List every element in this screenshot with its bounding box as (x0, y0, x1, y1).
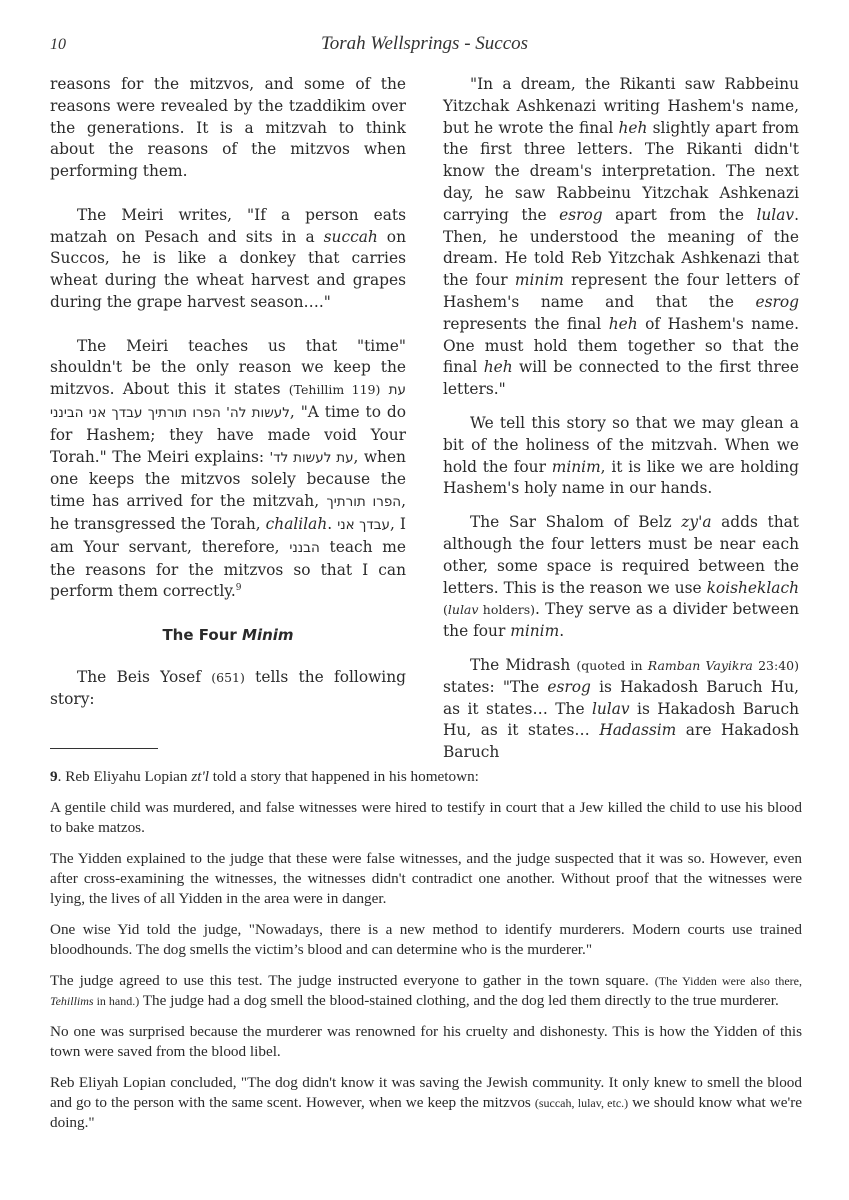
text: holders) (478, 602, 536, 618)
italic-term: heh (618, 118, 648, 137)
italic-term: esrog (755, 292, 799, 311)
italic-term: esrog (559, 205, 603, 224)
text: The Sar Shalom of Belz (470, 513, 682, 532)
text: We tell this story so that we may glean a bit of the holiness of the mitzvah. When we hold the four (443, 413, 799, 476)
text: adds that although the four letters must be near each other, some space is required between the letters. This is the reason we use (443, 513, 799, 597)
text: is Hakadosh Baruch Hu, as it states… (443, 699, 799, 740)
source-citation-italic: Ramban Vayikra (647, 657, 753, 673)
text: "In a dream, the Rikanti saw Rabbeinu Yitzchak Ashkenazi writing Hashem's name, but he wrote the final (443, 75, 799, 137)
text: . (327, 514, 338, 533)
aside-text: (succah, lulav, etc.) (534, 1096, 629, 1110)
footnote-number: 9 (50, 768, 58, 785)
paragraph (443, 655, 799, 764)
paragraph (443, 74, 799, 401)
text: , "A time to do for Hashem; they have made void Your Torah." The Meiri explains: (50, 402, 406, 466)
text: represent the four letters of Hashem's name and that the (443, 271, 799, 311)
italic-term: esrog (547, 677, 591, 696)
running-head: Torah Wellsprings - Succos (320, 33, 529, 54)
text: teach me the reasons for the mitzvos so that I can perform them correctly. (50, 537, 406, 601)
text: are Hakadosh Baruch (443, 721, 799, 762)
hebrew-quote: עבדך אני (337, 516, 390, 533)
text: The Meiri teaches us that "time" shouldn't be the only reason we keep the mitzvos. About this it states (50, 336, 406, 399)
hebrew-quote: עת לעשות לה' הפרו תורתיך עבדך אני הבינני (50, 382, 406, 421)
footnote-paragraph (50, 971, 802, 1011)
italic-term: zy'a (681, 513, 712, 532)
italic-term: minim (551, 457, 601, 476)
footnote-reference[interactable]: 9 (235, 583, 242, 594)
source-citation: (quoted in (576, 657, 648, 673)
text: , when one keeps the mitzvos solely because the time has arrived for the mitzvah, (50, 447, 406, 511)
text: Reb Eliyah Lopian concluded, "The dog didn't know it was saving the Jewish community. It only knew to smell the blood and go to the person with the same scent. However, when we keep the mitzvos (50, 1074, 802, 1111)
text: The Midrash (470, 655, 577, 674)
italic-term: minim (514, 271, 564, 290)
text: The judge agreed to use this test. The judge instructed everyone to gather in the town square. (50, 972, 655, 989)
footnote-paragraph: One wise Yid told the judge, "Nowadays, there is a new method to identify murderers. Modern courts use trained bloodhounds. The dog smells the victim’s blood and can determine who is the murderer." (50, 921, 802, 958)
heading-italic: Minim (242, 625, 294, 644)
text: states: "The (443, 677, 548, 696)
footnote-paragraph: A gentile child was murdered, and false witnesses were hired to testify in court that a Jew killed the child to use his blood to bake matzos. (50, 799, 802, 836)
text: told a story that happened in his hometown: (208, 768, 479, 785)
hebrew-quote: עת לעשות לד' (269, 449, 354, 466)
text: . They serve as a divider between the four (443, 600, 799, 641)
aside-text: (The Yidden were also there, (654, 974, 802, 988)
paragraph (50, 336, 406, 604)
italic-term: lulav (756, 205, 795, 224)
footnote-paragraph: No one was surprised because the murderer was renowned for his cruelty and dishonesty. This is how the Yidden of this town were saved from the blood libel. (50, 1023, 802, 1060)
text: tells the following story: (50, 667, 406, 708)
text: . (559, 622, 565, 641)
italic-term: heh (608, 314, 638, 333)
footnotes (50, 767, 802, 1144)
italic-term: Tehillims (50, 994, 94, 1008)
source-citation: (651) (211, 669, 245, 685)
paragraph: reasons for the mitzvos, and some of the reasons were revealed by the tzaddikim over the generations. It is a mitzvah to think about the reasons of the mitzvos when performing them. (50, 75, 406, 181)
paragraph (50, 667, 406, 711)
text: slightly apart from the first three letters. The Rikanti didn't know the dream's interpretation. The next day, he saw Rabbeinu Yitzchak Ashkenazi carrying the (443, 118, 799, 224)
text: we should know what we're doing." (50, 1094, 802, 1131)
text: apart from the (602, 205, 757, 224)
text: on Succos, he is like a donkey that carries wheat during the wheat harvest and grapes during the grape harvest season…." (50, 227, 406, 311)
italic-term: lulav (591, 699, 630, 718)
footnote-paragraph (50, 1073, 802, 1133)
source-citation: 23:40) (752, 657, 799, 673)
source-citation: (Tehillim 119) (288, 382, 381, 398)
footnote-9 (50, 767, 802, 787)
text: . Then, he understood the meaning of the dream. He told Reb Yitzchak Ashkenazi that the four (443, 205, 800, 290)
italic-term: succah (323, 227, 378, 246)
footnote-separator (50, 748, 158, 749)
text: , it is like we are holding Hashem's holy name in our hands. (443, 457, 799, 498)
text: ( (443, 602, 448, 618)
paragraph (443, 512, 799, 643)
aside-text: in hand.) (93, 994, 140, 1008)
italic-term: lulav (447, 602, 479, 618)
text: The judge had a dog smell the blood-stained clothing, and the dog led them directly to the true murderer. (139, 992, 779, 1009)
text: , I am Your servant, therefore, (50, 514, 406, 556)
text: , he transgressed the Torah, (50, 492, 406, 533)
text: of Hashem's name. One must hold them together so that the final (443, 314, 799, 377)
text: The Beis Yosef (77, 667, 212, 686)
italic-term: Hadassim (599, 721, 677, 740)
page-number: 10 (50, 36, 66, 53)
text: . Reb Eliyahu Lopian (57, 768, 192, 785)
italic-term: heh (483, 358, 513, 377)
heading-text: The Four (162, 625, 243, 644)
hebrew-quote: הפרו תורתיך (326, 494, 402, 511)
italic-term: minim (510, 622, 560, 641)
text: is Hakadosh Baruch Hu, as it states… The (443, 677, 799, 718)
italic-term: zt'l (191, 768, 209, 785)
right-column (443, 74, 799, 764)
paragraph (50, 205, 406, 314)
section-heading (50, 625, 406, 647)
italic-term: chalilah (265, 514, 328, 533)
italic-term: koisheklach (706, 578, 799, 597)
left-column (50, 74, 406, 710)
text: represents the final (443, 314, 609, 333)
paragraph (443, 413, 799, 500)
text: The Meiri writes, "If a person eats matzah on Pesach and sits in a (50, 205, 406, 246)
footnote-paragraph: The Yidden explained to the judge that these were false witnesses, and the judge suspected that it was so. However, even after cross-examining the witnesses, the witnesses didn't contradict one another. Without proof that the witnesses were lying, the lives of all Yidden in the area were in danger. (50, 850, 802, 907)
text: will be connected to the first three letters." (443, 358, 799, 399)
hebrew-quote: הבנני (289, 539, 320, 556)
